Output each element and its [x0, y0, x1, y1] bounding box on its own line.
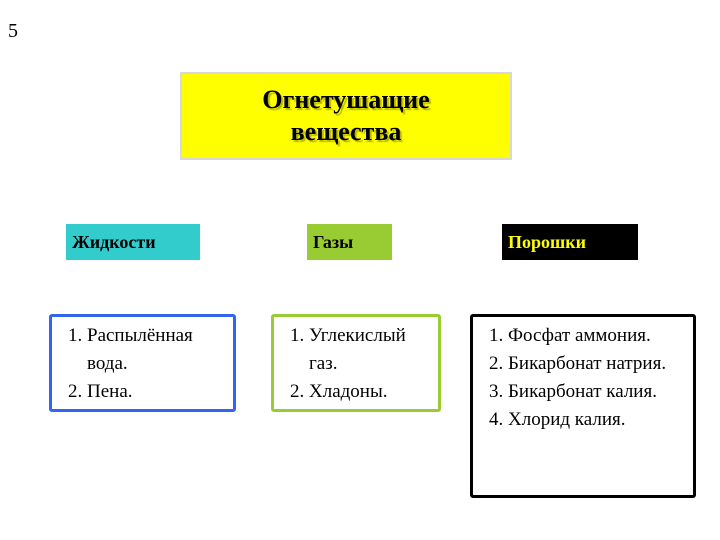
list-item: 4. Хлорид калия. [508, 406, 687, 434]
list-item: 1. Фосфат аммония. [508, 322, 687, 350]
list-item: 2. Хладоны. [309, 378, 432, 406]
liquids-list [62, 322, 227, 406]
gases-list [284, 322, 432, 406]
title-box [180, 72, 512, 160]
slide-number: 5 [8, 20, 18, 42]
list-item: 3. Бикарбонат калия. [508, 378, 687, 406]
list-item: 2. Пена. [87, 378, 227, 406]
powders-list-box [470, 314, 696, 498]
category-powders: Порошки [502, 224, 638, 260]
list-item: 1. Углекислый газ. [309, 322, 432, 378]
diagram-title: Огнетушащие вещества [262, 85, 430, 146]
category-gases: Газы [307, 224, 392, 260]
list-item: 2. Бикарбонат натрия. [508, 350, 687, 378]
liquids-list-box [49, 314, 236, 412]
gases-list-box [271, 314, 441, 412]
powders-list [483, 322, 687, 434]
list-item: 1. Распылённая вода. [87, 322, 227, 378]
category-liquids: Жидкости [66, 224, 200, 260]
